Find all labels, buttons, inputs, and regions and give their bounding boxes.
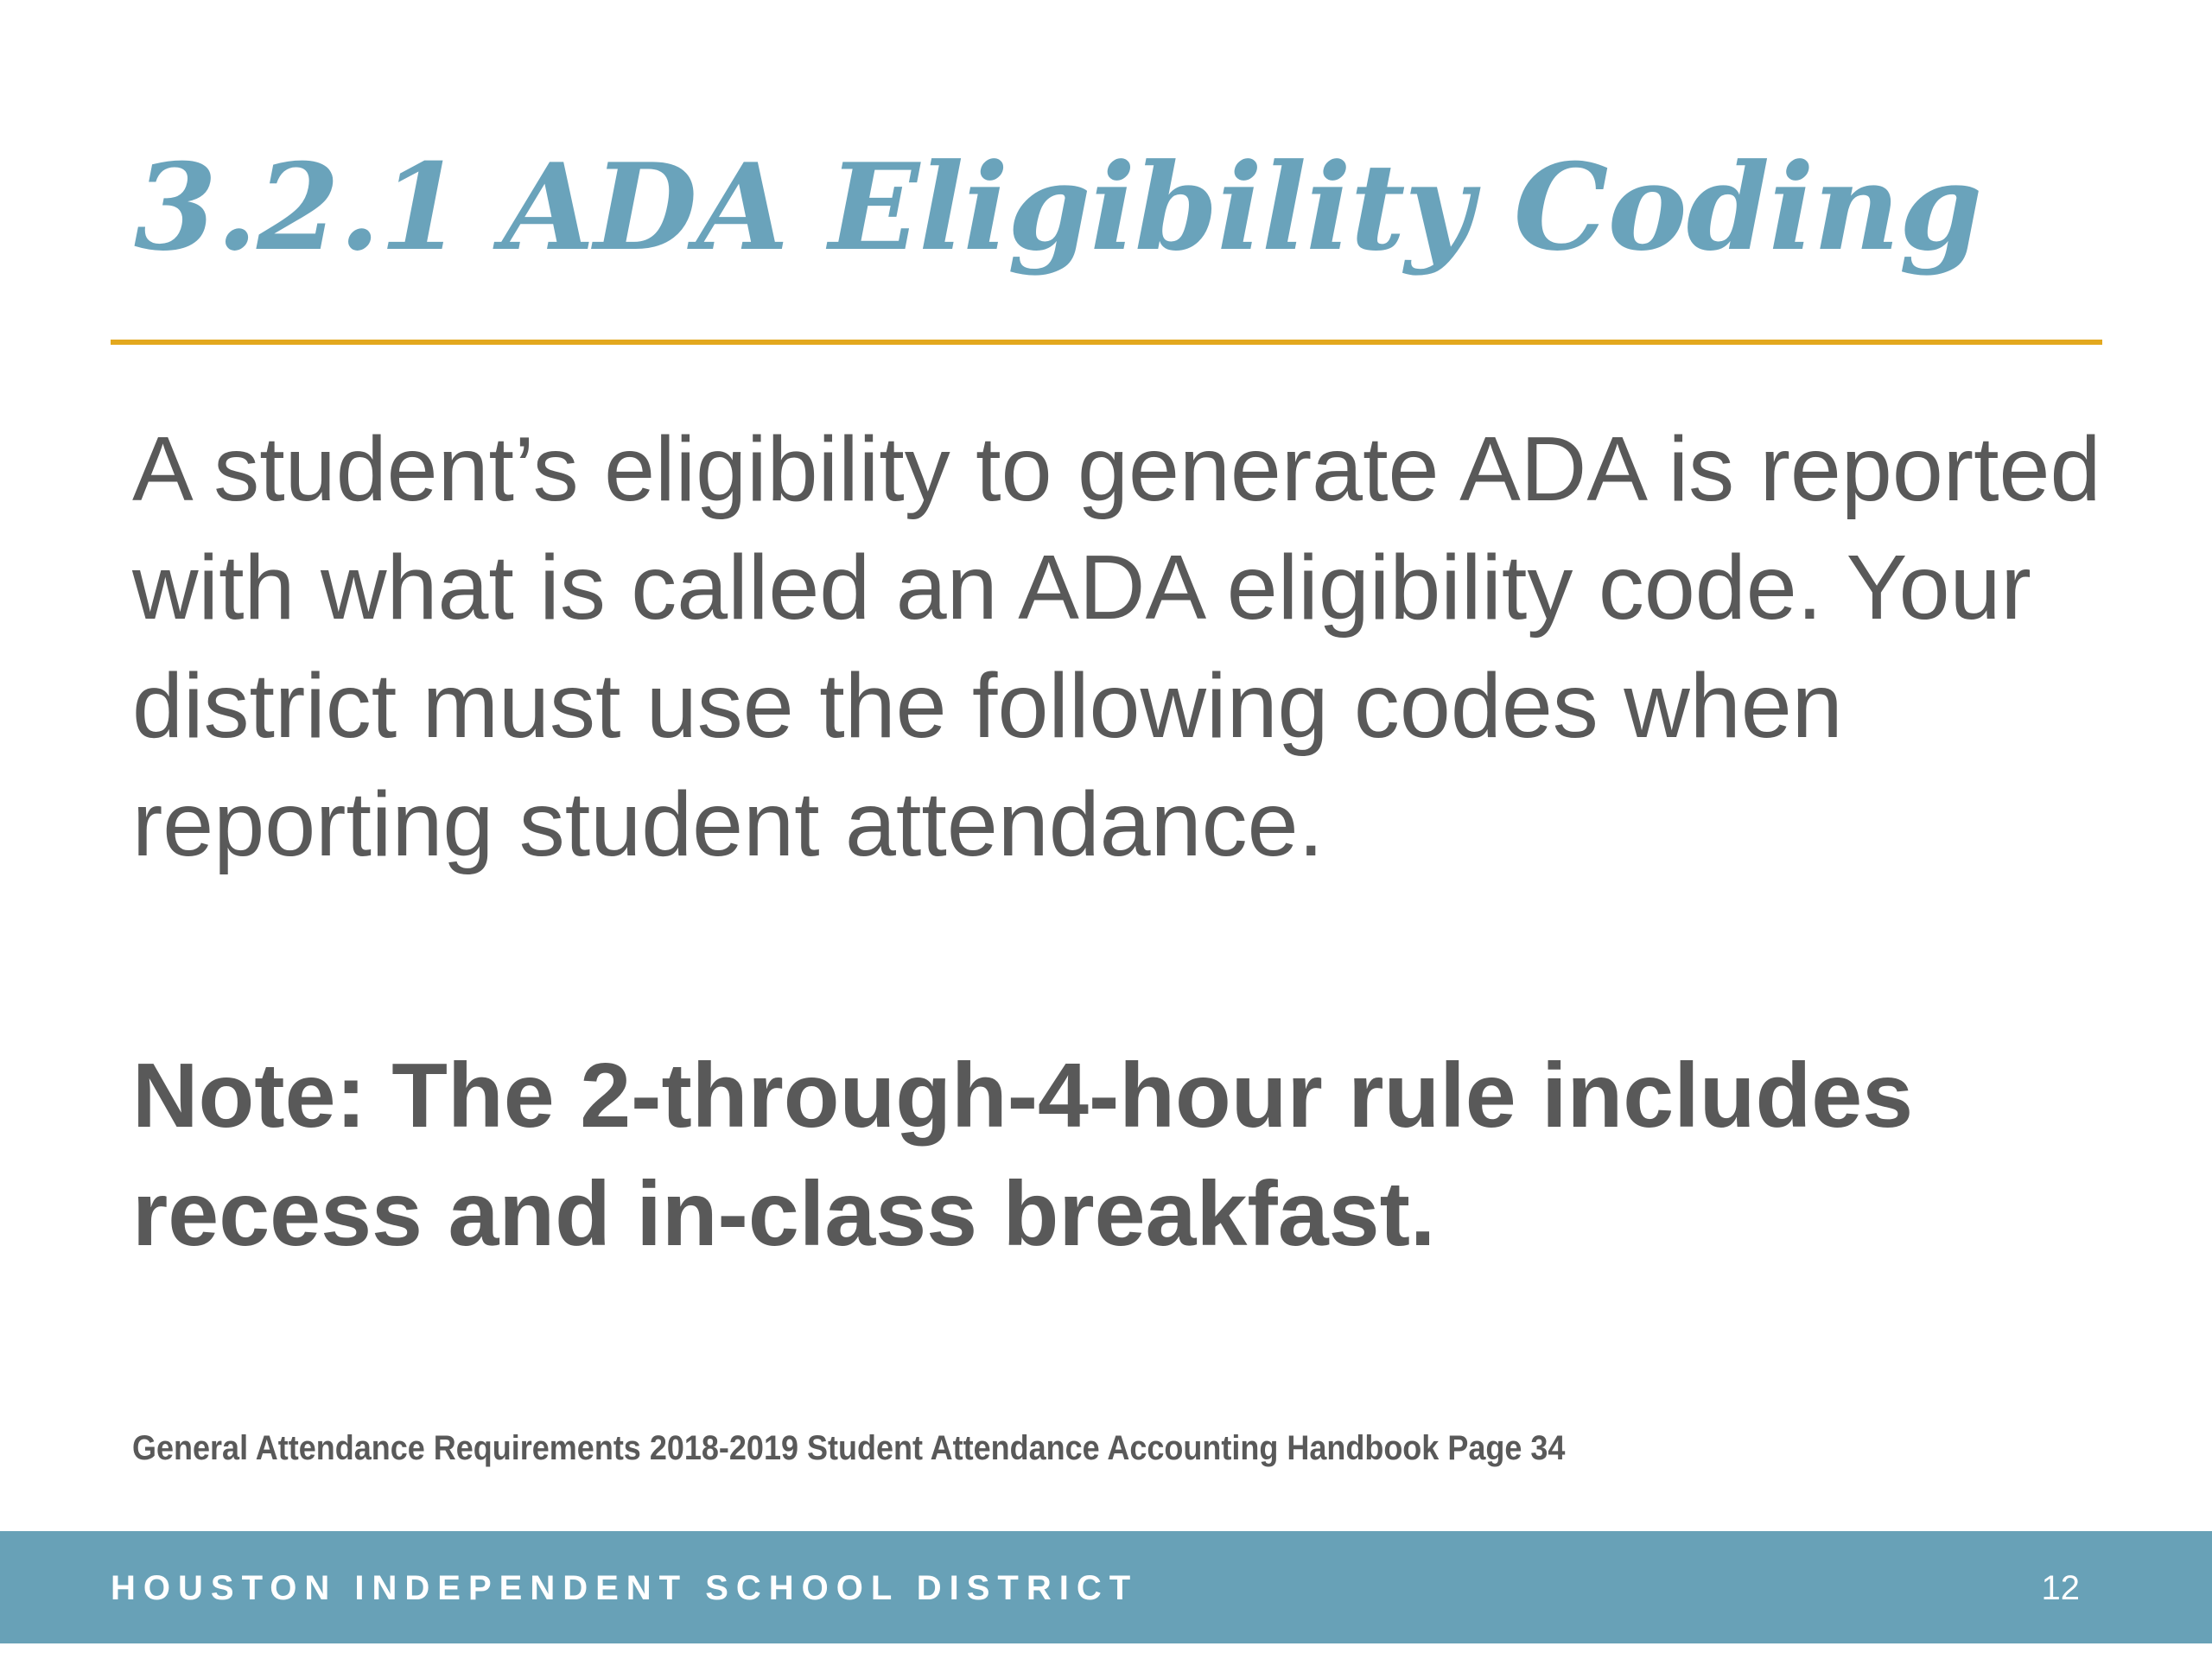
footer-organization: HOUSTON INDEPENDENT SCHOOL DISTRICT <box>111 1569 1139 1607</box>
note-paragraph: Note: The 2-through-4-hour rule includes recess and in-class breakfast. <box>132 1045 1914 1265</box>
body-paragraph: A student’s eligibility to generate ADA is reported with what is called an ADA eligibility code. Your district must use the following codes when reporting student attendance. <box>132 418 2101 875</box>
slide-title: 3.2.1 ADA Eligibility Coding <box>134 137 1982 277</box>
title-divider <box>111 340 2102 345</box>
source-citation: General Attendance Requirements 2018-2019 Student Attendance Accounting Handbook Page 34 <box>132 1429 1566 1467</box>
footer-bar <box>0 1531 2212 1643</box>
page-number: 12 <box>2041 1569 2080 1607</box>
